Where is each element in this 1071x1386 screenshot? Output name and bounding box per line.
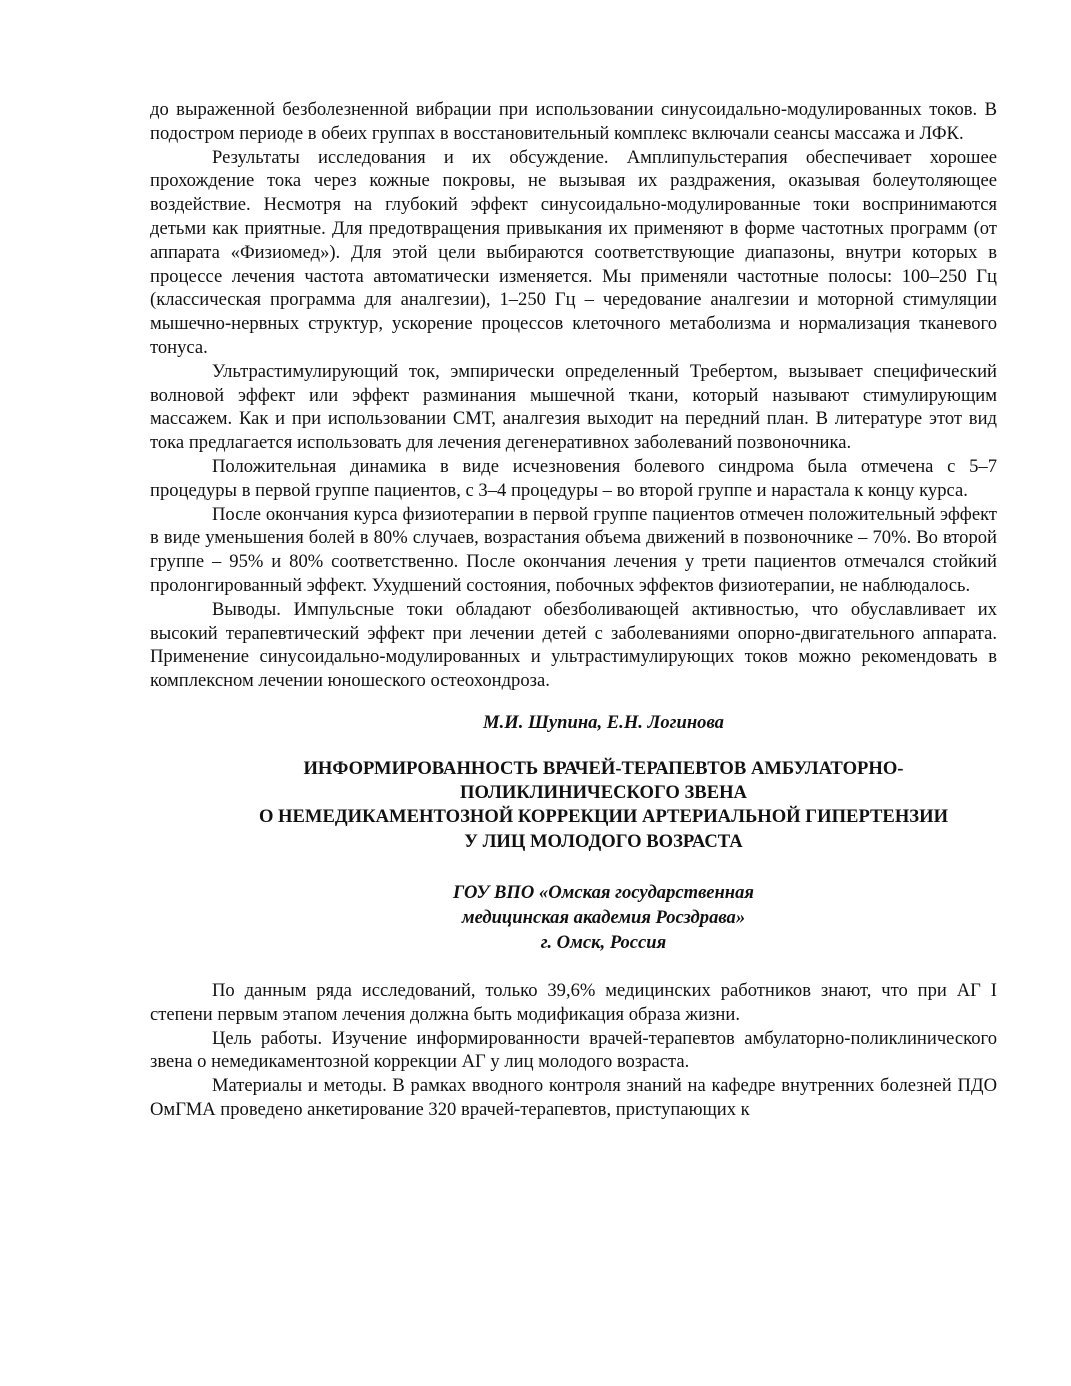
article-authors: М.И. Шупина, Е.Н. Логинова	[483, 711, 724, 733]
affiliation-line: медицинская академия Росздрава»	[461, 906, 746, 928]
article-title	[150, 757, 997, 854]
paragraph-after-course: После окончания курса физиотерапии в первой группе пациентов отмечен положительный эффект в виде уменьшения болей в 80% случаев, возрастания объема движений в позвоночнике – 70%. Во второй группе – 95% и 80% соответственно. После окончания лечения у трети пациентов отмечался стойкий пролонгированный эффект. Ухудшений состояния, побочных эффектов физиотерапии, не наблюдалось.	[150, 503, 997, 596]
paragraph-ultrastimulating: Ультрастимулирующий ток, эмпирически определенный Требертом, вызывает специфический волновой эффект или эффект разминания мышечной ткани, который называют стимулирующим массажем. Как и при использовании СМТ, аналгезия выходит на передний план. В литературе этот вид тока предлагается использовать для лечения дегенеративнох заболеваний позвоночника.	[150, 360, 997, 454]
article-title-line: О НЕМЕДИКАМЕНТОЗНОЙ КОРРЕКЦИИ АРТЕРИАЛЬНОЙ ГИПЕРТЕНЗИИ	[258, 806, 949, 828]
article-title-line: ПОЛИКЛИНИЧЕСКОГО ЗВЕНА	[460, 782, 747, 804]
article-title-line: У ЛИЦ МОЛОДОГО ВОЗРАСТА	[464, 830, 743, 852]
previous-article-continuation	[150, 98, 997, 693]
paragraph-continuation: до выраженной безболезненной вибрации при использовании синусоидально-модулированных токов. В подостром периоде в обеих группах в восстановительный комплекс включали сеансы массажа и ЛФК.	[150, 99, 997, 144]
article-body	[150, 979, 997, 1122]
paragraph-conclusions: Выводы. Импульсные токи обладают обезболивающей активностью, что обуславливает их высокий терапевтический эффект при лечении детей с заболеваниями опорно-двигательного аппарата. Применение синусоидально-модулированных и ультрастимулирующих токов можно рекомендовать в комплексном лечении юношеского остеохондроза.	[150, 598, 997, 692]
affiliation-line: г. Омск, Россия	[540, 931, 667, 953]
paragraph-intro: По данным ряда исследований, только 39,6% медицинских работников знают, что при АГ I степени первым этапом лечения должна быть модификация образа жизни.	[150, 979, 997, 1025]
article-affiliation	[150, 880, 997, 955]
paragraph-dynamics: Положительная динамика в виде исчезновения болевого синдрома была отмечена с 5–7 процедуры в первой группе пациентов, с 3–4 процедуры – во второй группе и нарастала к концу курса.	[150, 455, 997, 501]
article-title-line: ИНФОРМИРОВАННОСТЬ ВРАЧЕЙ-ТЕРАПЕВТОВ АМБУЛАТОРНО-	[303, 757, 904, 779]
affiliation-line: ГОУ ВПО «Омская государственная	[453, 881, 754, 903]
paragraph-results: Результаты исследования и их обсуждение. Амплипульстерапия обеспечивает хорошее прохождение тока через кожные покровы, не вызывая их раздражения, оказывая болеутоляющее воздействие. Несмотря на глубокий эффект синусоидально-модулированные токи воспринимаются детьми как приятные. Для предотвращения привыкания их применяют в форме частотных программ (от аппарата «Физиомед»). Для этой цели выбираются соответствующие диапазоны, внутри которых в процессе лечения частота автоматически изменяется. Мы применяли частотные полосы: 100–250 Гц (классическая программа для аналгезии), 1–250 Гц – чередование аналгезии и моторной стимуляции мышечно-нервных структур, ускорение процессов клеточного метаболизма и нормализация тканевого тонуса.	[150, 146, 997, 358]
paragraph-aim: Цель работы. Изучение информированности врачей-терапевтов амбулаторно-поликлинического звена о немедикаментозной коррекции АГ у лиц молодого возраста.	[150, 1027, 997, 1073]
paragraph-methods: Материалы и методы. В рамках вводного контроля знаний на кафедре внутренних болезней ПДО ОмГМА проведено анкетирование 320 врачей-терапевтов, приступающих к	[150, 1075, 997, 1120]
document-page	[150, 98, 997, 1122]
